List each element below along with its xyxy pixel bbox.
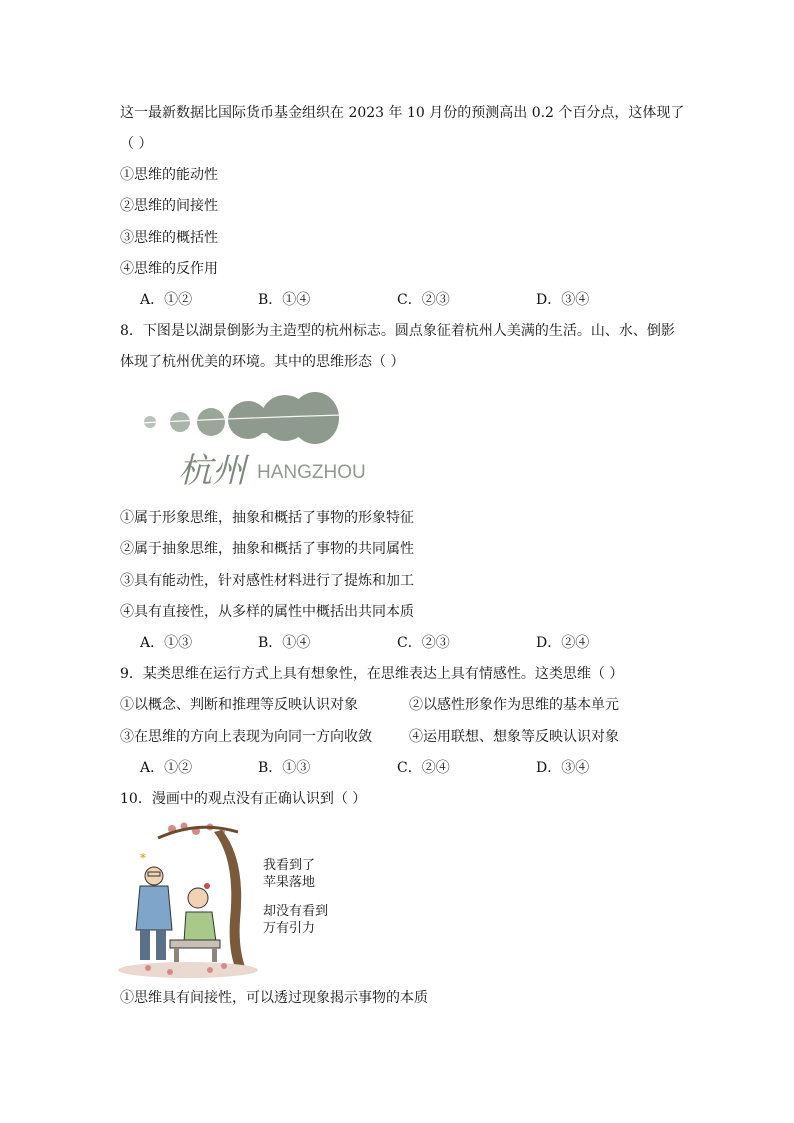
q7-option-c: C．②③: [397, 292, 450, 308]
q7-option-d: D．③④: [536, 292, 590, 308]
hangzhou-logo: [138, 385, 370, 495]
logo-cn-text: 杭州: [178, 451, 246, 491]
q9-item-2: ②以感性形象作为思维的基本单元: [409, 697, 619, 713]
q7-option-a: A．①②: [140, 292, 193, 308]
q10-item-1: ①思维具有间接性，可以透过现象揭示事物的本质: [120, 990, 428, 1006]
q8-item-1: ①属于形象思维，抽象和概括了事物的形象特征: [120, 510, 414, 526]
q8-stem-line2: 体现了杭州优美的环境。其中的思维形态（ ）: [120, 354, 405, 370]
q8-option-a: A．①③: [140, 635, 193, 651]
q7-option-b: B．①④: [258, 292, 311, 308]
q9-option-c: C．②④: [397, 760, 450, 776]
tree-trunk: [214, 830, 246, 970]
sitting-man: [170, 883, 220, 962]
cartoon-caption-3: 却没有看到: [263, 904, 329, 919]
newton-cartoon: [118, 820, 348, 978]
q9-option-d: D．③④: [536, 760, 590, 776]
q7-stem-line1: 这一最新数据比国际货币基金组织在 2023 年 10 月份的预测高出 0.2 个百分点，这体现了: [120, 105, 685, 121]
q9-item-1: ①以概念、判断和推理等反映认识对象: [120, 697, 358, 713]
logo-dot-3: [197, 408, 225, 436]
q9-item-4: ④运用联想、想象等反映认识对象: [409, 729, 619, 745]
logo-dot-2: [170, 412, 190, 432]
q8-item-3: ③具有能动性，针对感性材料进行了提炼和加工: [120, 573, 414, 589]
svg-text:*: *: [140, 851, 146, 865]
logo-en-text: HANGZHOU: [257, 462, 366, 483]
q7-stem-line2: （ ）: [120, 136, 153, 152]
q7-item-1: ①思维的能动性: [120, 167, 218, 183]
q8-option-b: B．①④: [258, 635, 311, 651]
q8-option-c: C．②③: [397, 635, 450, 651]
cartoon-caption-2: 苹果落地: [263, 875, 316, 890]
standing-man: [136, 851, 172, 960]
q9-option-b: B．①③: [258, 760, 311, 776]
q7-item-2: ②思维的间接性: [120, 198, 218, 214]
cartoon-caption-1: 我看到了: [263, 858, 316, 873]
q8-stem-line1: 8．下图是以湖景倒影为主造型的杭州标志。圆点象征着杭州人美满的生活。山、水、倒影: [120, 323, 675, 339]
q9-option-a: A．①②: [140, 760, 193, 776]
cartoon-caption-4: 万有引力: [263, 921, 316, 936]
q8-item-2: ②属于抽象思维，抽象和概括了事物的共同属性: [120, 541, 414, 557]
q9-stem: 9．某类思维在运行方式上具有想象性，在思维表达上具有情感性。这类思维（ ）: [120, 666, 624, 682]
q9-item-3: ③在思维的方向上表现为向同一方向收敛: [120, 729, 372, 745]
q7-item-3: ③思维的概括性: [120, 230, 218, 246]
q8-item-4: ④具有直接性，从多样的属性中概括出共同本质: [120, 604, 414, 620]
q7-item-4: ④思维的反作用: [120, 261, 218, 277]
q8-option-d: D．②④: [536, 635, 590, 651]
q10-stem: 10．漫画中的观点没有正确认识到（ ）: [120, 791, 367, 807]
